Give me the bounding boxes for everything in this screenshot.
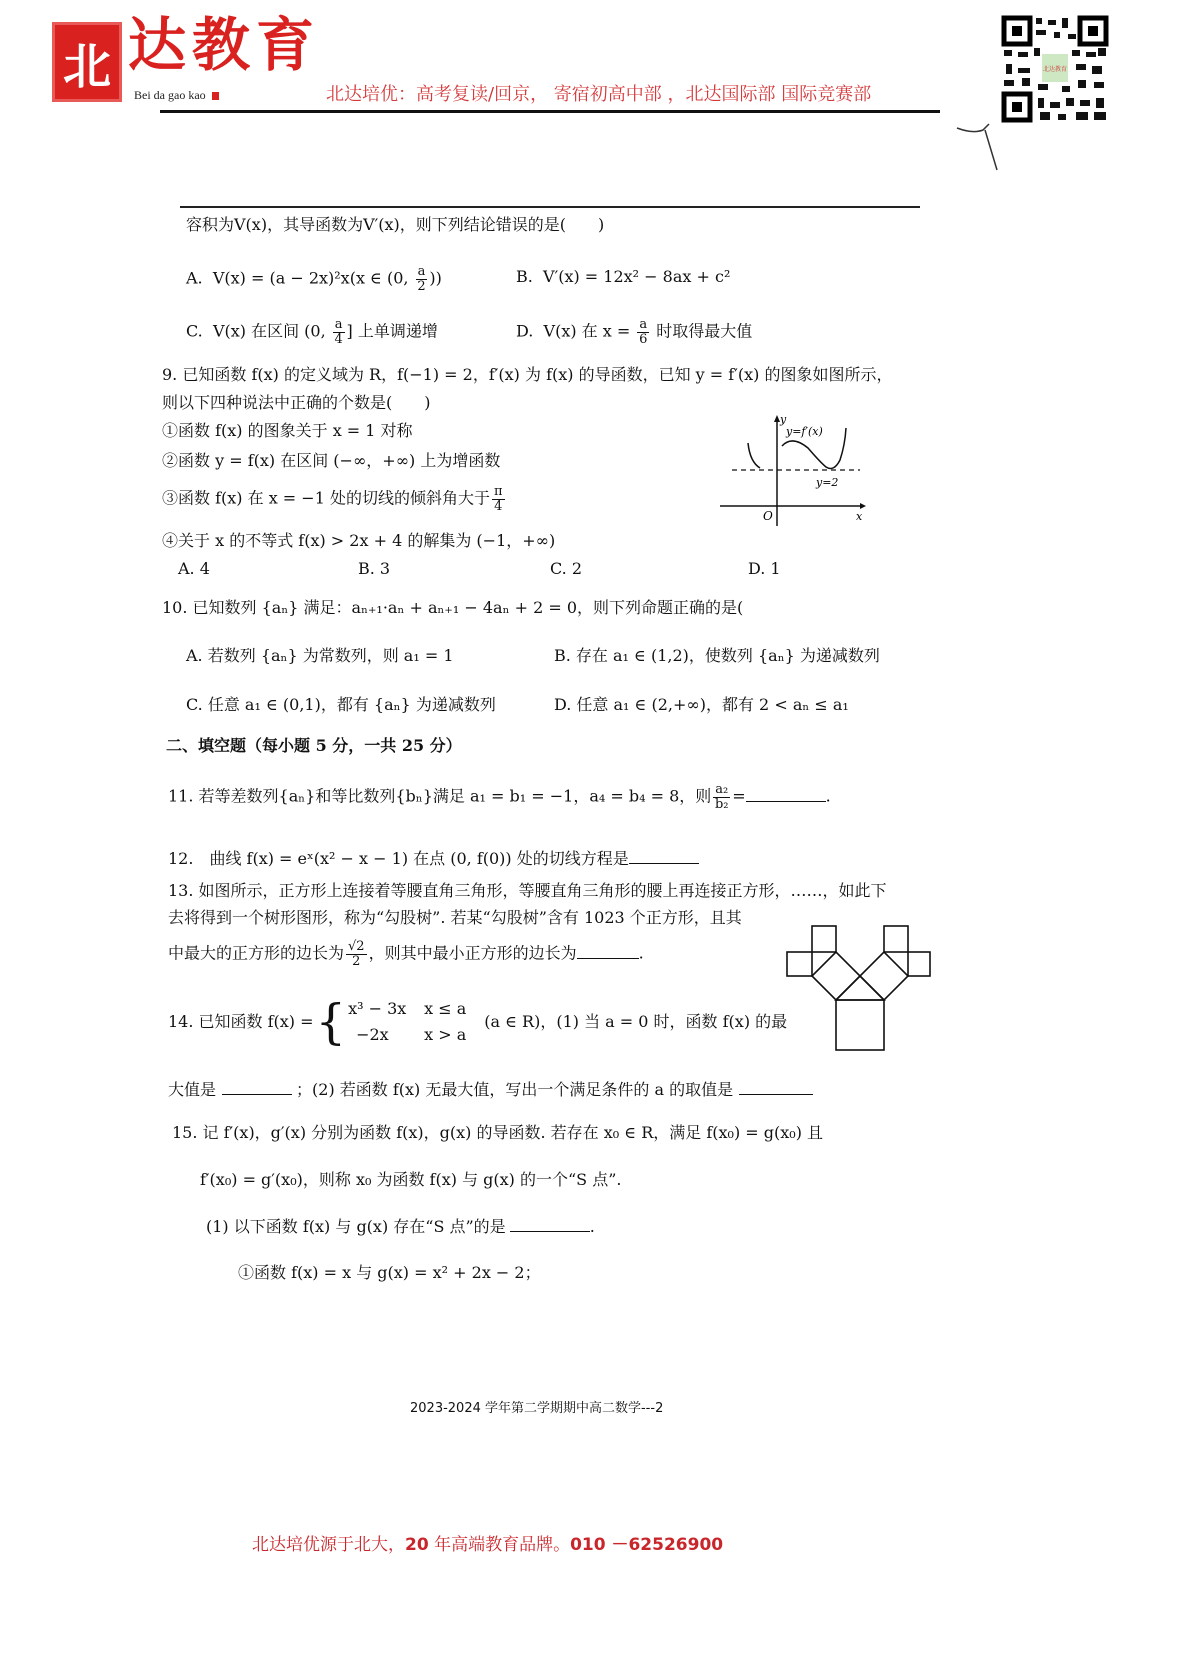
frac-num: a xyxy=(417,264,426,279)
logo-square-icon xyxy=(212,92,219,100)
q15-item-1: ①函数 f(x) = x 与 g(x) = x² + 2x − 2； xyxy=(238,1263,541,1282)
left-side-square xyxy=(787,952,812,976)
brace-icon: { xyxy=(315,994,347,1050)
q14-prefix: 14. 已知函数 f(x) = xyxy=(168,1012,314,1031)
fraction xyxy=(416,265,428,293)
case-1-cond: x ≤ a xyxy=(424,999,467,1019)
curve-left-branch xyxy=(748,443,760,468)
q12 xyxy=(168,847,699,870)
x-axis-label: x xyxy=(856,510,863,523)
case-1 xyxy=(348,996,466,1022)
q12-text: 12. 曲线 f(x) = eˣ(x² − x − 1) 在点 (0, f(0)) 处的切线方程是 xyxy=(168,849,629,868)
frac-den: 6 xyxy=(639,331,648,347)
option-text: V(x) = (a − 2x)²x(x ∈ (0, xyxy=(212,268,414,288)
frac-den: 4 xyxy=(494,498,503,514)
footer-ad-text-a: 北达培优源于北大， xyxy=(252,1535,405,1555)
q9-statement-3 xyxy=(162,485,507,513)
footer-advert xyxy=(252,1534,723,1556)
line-label: y=2 xyxy=(816,476,839,489)
right-side-square xyxy=(908,952,930,976)
footer-ad-years: 20 xyxy=(405,1535,429,1555)
fraction xyxy=(713,783,730,811)
frac-den: 2 xyxy=(417,278,426,294)
pythagoras-tree-figure xyxy=(782,914,942,1054)
piecewise-cases xyxy=(348,996,466,1047)
q13-text-b: ，则其中最小正方形的边长为 xyxy=(368,943,577,963)
q14-answer-blank-1[interactable] xyxy=(222,1078,292,1095)
section-rule xyxy=(180,206,920,208)
fraction xyxy=(346,940,367,968)
q9-statement-4: ④关于 x 的不等式 f(x) > 2x + 4 的解集为 (−1，+∞) xyxy=(162,531,556,550)
q14-line2 xyxy=(168,1078,813,1101)
piecewise-brace xyxy=(314,994,467,1050)
option-text: V(x) 在 x = xyxy=(543,321,636,341)
y-axis-label: y xyxy=(780,413,787,426)
logo-char: 北 xyxy=(62,38,111,95)
q11-text: 11. 若等差数列{aₙ}和等比数列{bₙ}满足 a₁ = b₁ = −1，a₄ = b₄ = 8，则 xyxy=(168,786,712,806)
option-label: D. xyxy=(516,321,534,341)
header-slogan: 北达培优：高考复读/回京， 寄宿初高中部 ，北达国际部 国际竞赛部 xyxy=(326,84,872,105)
case-2-expr: −2x xyxy=(356,1025,389,1044)
q14-text-a: 大值是 xyxy=(168,1080,217,1099)
logo-mark xyxy=(52,22,122,102)
right-square xyxy=(860,952,908,1000)
q14-line1 xyxy=(168,992,787,1052)
frac-num: a xyxy=(334,317,343,332)
frac-den: 2 xyxy=(352,953,361,969)
option-text: V′(x) = 12x² − 8ax + c² xyxy=(543,267,731,286)
q9-option-a: A. 4 xyxy=(178,559,210,578)
q9-option-c: C. 2 xyxy=(550,559,583,578)
q15-line2: f′(x₀) = g′(x₀)，则称 x₀ 为函数 f(x) 与 g(x) 的一个“S 点”. xyxy=(200,1170,622,1189)
largest-square xyxy=(836,1000,884,1050)
option-tail: ] 上单调递增 xyxy=(346,321,438,341)
footer-ad-text-c: 年高端教育品牌。 xyxy=(428,1535,571,1555)
left-top-square xyxy=(812,926,836,952)
frac-den: 4 xyxy=(334,331,343,347)
q15-answer-blank[interactable] xyxy=(510,1215,590,1232)
q11-answer-blank[interactable] xyxy=(746,785,826,802)
q9-derivative-graph xyxy=(720,412,870,530)
qr-code-icon xyxy=(1000,14,1110,124)
option-tail: 时取得最大值 xyxy=(651,321,753,341)
q12-answer-blank[interactable] xyxy=(629,847,699,864)
option-text: V(x) 在区间 (0, xyxy=(212,321,331,341)
option-label: B. xyxy=(516,267,533,286)
frac-num: a xyxy=(639,317,648,332)
case-2 xyxy=(348,1022,466,1048)
qr-label: 北达教育 xyxy=(1042,66,1068,73)
q9-stem-line2: 则以下四种说法中正确的个数是( ) xyxy=(162,393,431,412)
q10-option-b: B. 存在 a₁ ∈ (1,2)，使数列 {aₙ} 为递减数列 xyxy=(554,646,880,665)
q10-option-c: C. 任意 a₁ ∈ (0,1)，都有 {aₙ} 为递减数列 xyxy=(186,695,496,714)
page-curl-mark xyxy=(955,120,1005,175)
header-rule xyxy=(160,110,940,113)
q10-option-d: D. 任意 a₁ ∈ (2,+∞)，都有 2 < aₙ ≤ a₁ xyxy=(554,695,849,714)
footer-ad-phone: 010 －62526900 xyxy=(570,1535,724,1555)
section-heading-fill-in: 二、填空题（每小题 5 分，一共 25 分） xyxy=(166,736,462,755)
q9-option-d: D. 1 xyxy=(748,559,781,578)
case-2-cond: x > a xyxy=(424,1025,467,1044)
curve-label: y=f′(x) xyxy=(786,425,823,438)
option-label: C. xyxy=(186,321,203,341)
logo-text: 达教育 xyxy=(128,11,321,79)
q14-text-b: ；(2) 若函数 f(x) 无最大值，写出一个满足条件的 a 的取值是 xyxy=(296,1080,734,1099)
logo-subtitle xyxy=(134,88,219,102)
q8-option-a xyxy=(186,265,442,293)
q15-text: (1) 以下函数 f(x) 与 g(x) 存在“S 点”的是 xyxy=(206,1217,506,1236)
q9-stem-line1: 9. 已知函数 f(x) 的定义域为 R，f(−1) = 2，f′(x) 为 f(x) 的导函数，已知 y = f′(x) 的图象如图所示， xyxy=(162,365,893,384)
qr-code xyxy=(1000,14,1110,124)
logo-subtitle-text: Bei da gao kao xyxy=(134,88,206,102)
frac-num: π xyxy=(493,484,503,499)
q15-line1: 15. 记 f′(x)，g′(x) 分别为函数 f(x)，g(x) 的导函数. 若存在 x₀ ∈ R，满足 f(x₀) = g(x₀) 且 xyxy=(172,1123,824,1142)
frac-num: a₂ xyxy=(715,782,729,797)
q8-option-d xyxy=(516,318,752,346)
q14-suffix: (a ∈ R)，(1) 当 a = 0 时，函数 f(x) 的最 xyxy=(484,1012,788,1031)
left-square xyxy=(812,952,860,1000)
page-footer-label: 2023-2024 学年第二学期期中高二数学---2 xyxy=(410,1401,664,1416)
q8-stem: 容积为V(x)，其导函数为V′(x)，则下列结论错误的是( ) xyxy=(186,215,605,234)
fraction xyxy=(333,318,345,346)
q13-line2: 去将得到一个树形图形，称为“勾股树”. 若某“勾股树”含有 1023 个正方形，且其 xyxy=(168,908,742,927)
frac-num: √2 xyxy=(348,939,365,954)
q10-option-a: A. 若数列 {aₙ} 为常数列，则 a₁ = 1 xyxy=(186,646,454,665)
q13-line1: 13. 如图所示，正方形上连接着等腰直角三角形，等腰直角三角形的腰上再连接正方形，……，如此下 xyxy=(168,881,887,900)
fraction xyxy=(492,485,505,513)
q13-answer-blank[interactable] xyxy=(577,942,639,959)
statement-text: ③函数 f(x) 在 x = −1 处的切线的倾斜角大于 xyxy=(162,488,490,508)
q11: 11. 若等差数列{aₙ}和等比数列{bₙ}满足 a₁ = b₁ = −1，a₄ = b₄ = 8，则 $\frac{\text{a₂}}{\text{b₂}}$ = . xyxy=(168,782,831,812)
q10-stem: 10. 已知数列 {aₙ} 满足：aₙ₊₁·aₙ + aₙ₊₁ − 4aₙ + 2 = 0，则下列命题正确的是( xyxy=(162,598,744,617)
q11-equals: = xyxy=(732,786,746,806)
right-top-square xyxy=(884,926,908,952)
x-axis-arrow-icon xyxy=(860,503,866,509)
q8-option-c xyxy=(186,318,438,346)
q9-statement-2: ②函数 y = f(x) 在区间 (−∞，+∞) 上为增函数 xyxy=(162,451,501,470)
case-1-expr: x³ − 3x xyxy=(348,999,407,1019)
frac-den: b₂ xyxy=(714,796,729,812)
q8-option-b xyxy=(516,266,730,288)
q14-answer-blank-2[interactable] xyxy=(739,1078,813,1095)
q9-option-b: B. 3 xyxy=(358,559,391,578)
option-tail: )) xyxy=(429,268,442,288)
option-label: A. xyxy=(186,268,203,288)
triangle-top xyxy=(836,976,884,1000)
fraction xyxy=(637,318,649,346)
origin-label: O xyxy=(763,509,773,523)
q13-line3: 中最大的正方形的边长为 $\frac{√2}{2}$ ，则其中最小正方形的边长为 . xyxy=(168,939,644,969)
q15-line3: (1) 以下函数 f(x) 与 g(x) 存在“S 点”的是 . xyxy=(206,1217,595,1236)
q13-text-a: 中最大的正方形的边长为 xyxy=(168,943,345,963)
q9-statement-1: ①函数 f(x) 的图象关于 x = 1 对称 xyxy=(162,421,413,440)
